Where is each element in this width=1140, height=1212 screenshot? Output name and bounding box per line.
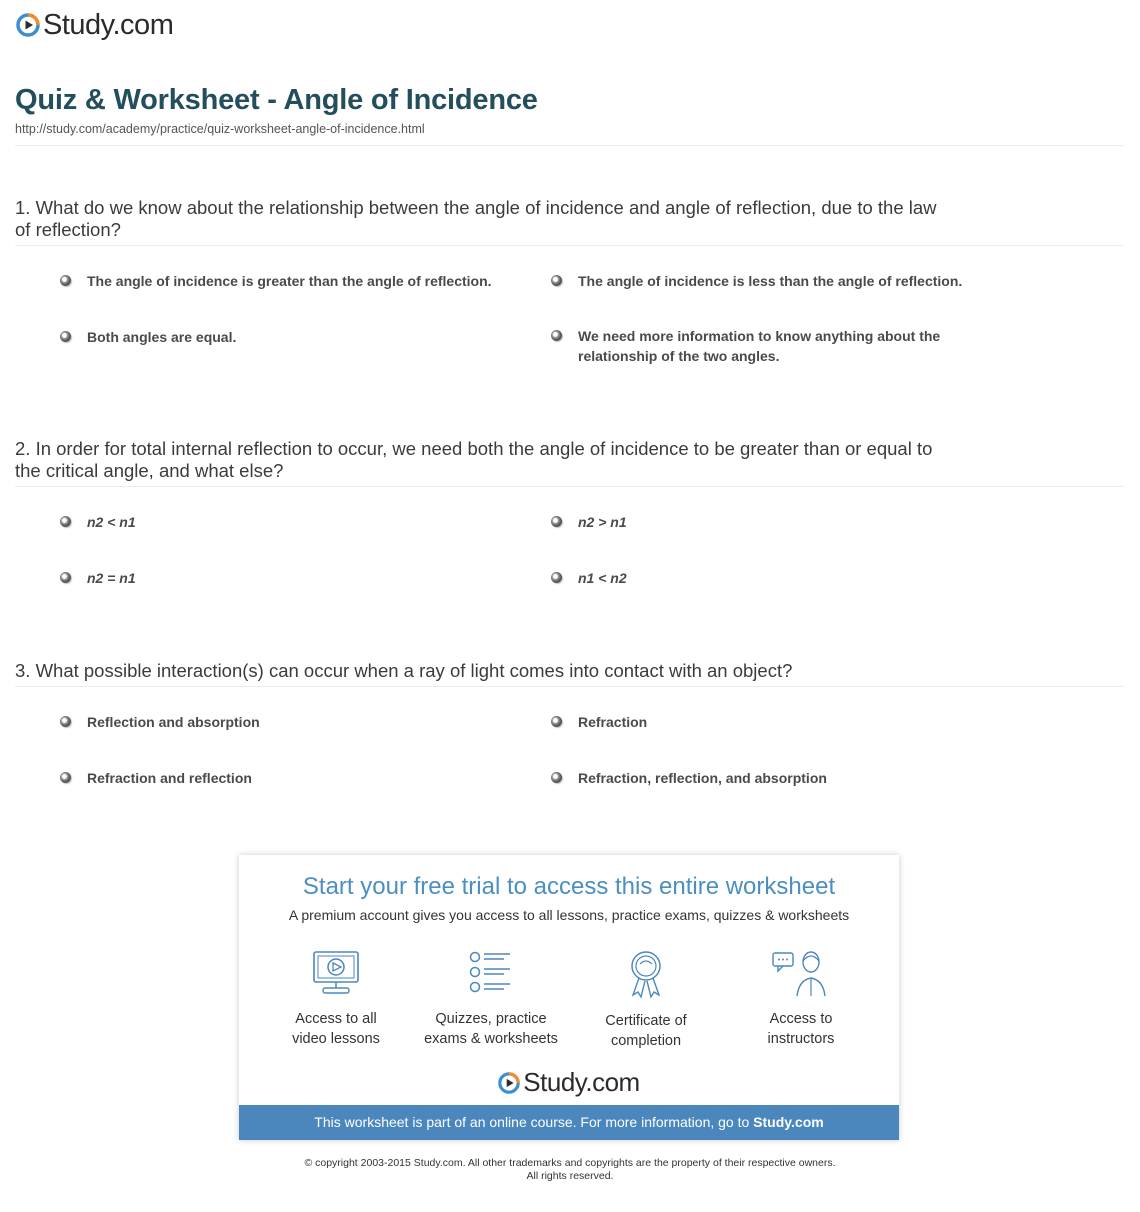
divider — [15, 245, 1124, 246]
free-trial-promo[interactable] — [239, 855, 899, 1140]
answer-option[interactable] — [60, 712, 510, 732]
radio-button-icon[interactable] — [551, 572, 562, 583]
study-link[interactable]: Study.com — [753, 1114, 824, 1130]
checklist-icon — [466, 949, 516, 997]
answer-option[interactable] — [60, 512, 510, 532]
answer-text: Refraction — [578, 714, 648, 730]
answer-option[interactable] — [551, 326, 971, 366]
promo-info-bar — [239, 1105, 899, 1140]
play-logo-icon — [16, 13, 40, 37]
radio-button-icon[interactable] — [60, 772, 71, 783]
question-3: 3. What possible interaction(s) can occur when a ray of light comes into contact with an object? — [15, 660, 793, 681]
answer-option[interactable] — [551, 568, 991, 588]
answer-text: n2 > n1 — [578, 514, 627, 530]
answer-option[interactable] — [60, 327, 510, 347]
promo-subtitle: A premium account gives you access to all lessons, practice exams, quizzes & worksheets — [288, 907, 850, 923]
feature-label: Access to all video lessons — [292, 1011, 380, 1047]
answer-text: The angle of incidence is less than the angle of reflection. — [578, 273, 963, 289]
feature-label: Quizzes, practice exams & worksheets — [424, 1011, 558, 1047]
answer-text: n2 < n1 — [87, 514, 136, 530]
page-title: Quiz & Worksheet - Angle of Incidence — [15, 84, 538, 116]
feature-label: Access to instructors — [767, 1011, 835, 1047]
logo-text: Study.com — [523, 1067, 640, 1097]
answer-text: n1 < n2 — [578, 570, 627, 586]
radio-button-icon[interactable] — [551, 516, 562, 527]
feature-certificate — [566, 949, 726, 1051]
instructor-icon — [771, 949, 831, 997]
bar-text: This worksheet is part of an online course. For more information, go to — [314, 1114, 754, 1130]
video-lesson-icon — [311, 949, 361, 997]
promo-title[interactable]: Start your free trial to access this entire worksheet — [302, 873, 836, 900]
radio-button-icon[interactable] — [60, 516, 71, 527]
radio-button-icon[interactable] — [551, 330, 562, 341]
answer-option[interactable] — [551, 712, 991, 732]
promo-study-logo[interactable] — [239, 1067, 899, 1098]
certificate-ribbon-icon — [621, 949, 671, 999]
answer-option[interactable] — [60, 271, 510, 291]
radio-button-icon[interactable] — [60, 572, 71, 583]
answer-option[interactable] — [60, 568, 510, 588]
study-logo[interactable] — [16, 10, 173, 40]
divider — [15, 145, 1124, 146]
answer-text: Refraction, reflection, and absorption — [578, 770, 827, 786]
answer-text: We need more information to know anything about the relationship of the two angles. — [578, 328, 941, 364]
logo-text: Study.com — [43, 9, 174, 41]
radio-button-icon[interactable] — [551, 275, 562, 286]
radio-button-icon[interactable] — [551, 772, 562, 783]
answer-option[interactable] — [551, 271, 991, 291]
radio-button-icon[interactable] — [60, 716, 71, 727]
play-logo-icon — [498, 1072, 520, 1094]
question-1: 1. What do we know about the relationship between the angle of incidence and angle of reflection, due to the law of reflection? — [15, 197, 937, 240]
answer-text: Refraction and reflection — [87, 770, 252, 786]
radio-button-icon[interactable] — [60, 331, 71, 342]
feature-quizzes — [411, 949, 571, 1049]
question-2: 2. In order for total internal reflection to occur, we need both the angle of incidence to be greater than or equal to the critical angle, and what else? — [15, 438, 933, 481]
answer-text: n2 = n1 — [87, 570, 136, 586]
answer-option[interactable] — [60, 768, 510, 788]
page-url: http://study.com/academy/practice/quiz-worksheet-angle-of-incidence.html — [15, 122, 425, 136]
radio-button-icon[interactable] — [60, 275, 71, 286]
answer-text: Reflection and absorption — [87, 714, 260, 730]
feature-label: Certificate of completion — [605, 1013, 687, 1049]
divider — [15, 686, 1124, 687]
answer-text: Both angles are equal. — [87, 329, 237, 345]
divider — [15, 486, 1124, 487]
answer-text: The angle of incidence is greater than the angle of reflection. — [87, 273, 492, 289]
answer-option[interactable] — [551, 512, 991, 532]
radio-button-icon[interactable] — [551, 716, 562, 727]
answer-option[interactable] — [551, 768, 991, 788]
feature-video-lessons — [256, 949, 416, 1049]
feature-instructors — [721, 949, 881, 1049]
copyright-notice: © copyright 2003-2015 Study.com. All other trademarks and copyrights are the property of their respective owners. All rights reserved. — [304, 1157, 836, 1182]
